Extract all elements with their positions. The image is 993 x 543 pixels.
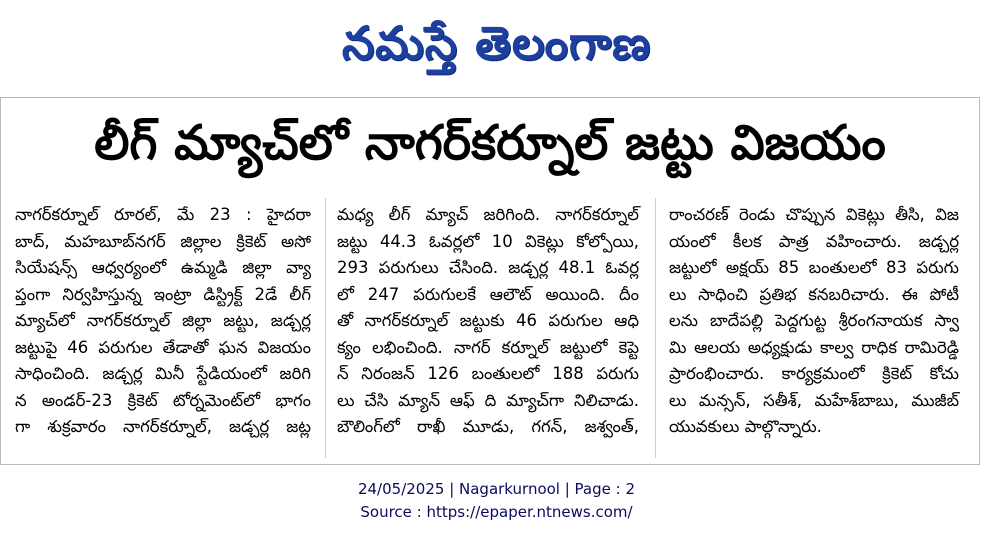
text-line: లు చేసి మ్యాన్ ఆఫ్ ది మ్యాచ్‌గా నిలిచాడు. — [337, 390, 639, 410]
column-divider — [325, 198, 326, 458]
text-line: క్యం లభించింది. నాగర్ కర్నూల్ జట్టులో కెప్టె — [337, 337, 639, 357]
article-column-1 — [15, 202, 311, 441]
text-line: లు సాధించి ప్రతిభ కనబరిచారు. ఈ పోటీ — [669, 284, 959, 304]
edition-info: 24/05/2025 | Nagarkurnool | Page : 2 — [357, 480, 636, 498]
text-line: 293 పరుగులు చేసింది. జడ్చర్ల 48.1 ఓవర్ల — [337, 258, 639, 277]
article-headline: లీగ్ మ్యాచ్‌లో నాగర్‌కర్నూల్ జట్టు విజయం — [94, 115, 886, 171]
text-line: యువకులు పాల్గొన్నారు. — [669, 417, 822, 436]
text-line: లు మన్సన్, సతీశ్, మహేశ్‌బాబు, ముజీబ్ — [669, 390, 959, 410]
source-link[interactable]: Source : https://epaper.ntnews.com/ — [360, 503, 633, 521]
text-line: ప్తంగా నిర్వహిస్తున్న ఇంట్రా డిస్ట్రిక్ట్ 2డే లీగ్ — [15, 284, 311, 304]
text-line: గా శుక్రవారం నాగర్‌కర్నూల్, జడ్చర్ల జట్ల — [15, 417, 311, 436]
page-footer — [0, 478, 993, 524]
article-column-2 — [337, 202, 639, 441]
text-line: బౌలింగ్‌లో రాఖీ మూడు, గగన్, జశ్వంత్, — [337, 417, 639, 436]
text-line: తో నాగర్‌కర్నూల్ జట్టుకు 46 పరుగుల ఆధి — [337, 311, 639, 330]
text-line: బాద్, మహబూబ్‌నగర్ జిల్లాల క్రికెట్ అసో — [15, 231, 311, 251]
text-line: జట్టులో అక్షయ్ 85 బంతులలో 83 పరుగు — [669, 258, 959, 277]
masthead — [0, 8, 993, 78]
newspaper-logo: నమస్తే తెలంగాణ — [341, 16, 652, 70]
text-line: ప్రారంభించారు. కార్యక్రమంలో క్రికెట్ కోచు — [669, 364, 959, 383]
text-line: లను బాదేపల్లి పెద్దగుట్ట శ్రీరంగనాయక స్వా — [669, 311, 959, 330]
news-clipping — [0, 97, 980, 465]
text-line: సాధించింది. జడ్చర్ల మినీ స్టేడియంలో జరిగి — [15, 364, 311, 383]
text-line: మి ఆలయ అధ్యక్షుడు కాల్వ రాధిక రామిరెడ్డి — [669, 337, 959, 357]
text-line: సియేషన్స్ ఆధ్వర్యంలో ఉమ్మడి జిల్లా వ్యా — [15, 258, 311, 277]
text-line: జట్టుపై 46 పరుగుల తేడాతో ఘన విజయం — [15, 337, 311, 357]
text-line: మధ్య లీగ్ మ్యాచ్ జరిగింది. నాగర్‌కర్నూల్ — [337, 205, 639, 224]
text-line: న్ నిరంజన్ 126 బంతులలో 188 పరుగు — [337, 364, 639, 383]
text-line: జట్టు 44.3 ఓవర్లలో 10 వికెట్లు కోల్పోయి, — [337, 231, 639, 251]
text-line: లో 247 పరుగులకే ఆలౌట్ అయింది. దీం — [337, 284, 639, 304]
text-line: యంలో కీలక పాత్ర వహించారు. జడ్చర్ల — [669, 231, 959, 251]
text-line: న అండర్-23 క్రికెట్ టోర్నమెంట్‌లో భాగం — [15, 390, 311, 410]
text-line: నాగర్‌కర్నూల్ రూరల్, మే 23 : హైదరా — [15, 205, 311, 224]
column-divider — [655, 198, 656, 458]
text-line: రాంచరణ్ రెండు చొప్పున వికెట్లు తీసి, విజ — [669, 205, 959, 224]
article-column-3 — [669, 202, 959, 441]
text-line: మ్యాచ్‌లో నాగర్‌కర్నూల్ జిల్లా జట్టు, జడ్చర్ల — [15, 311, 311, 330]
